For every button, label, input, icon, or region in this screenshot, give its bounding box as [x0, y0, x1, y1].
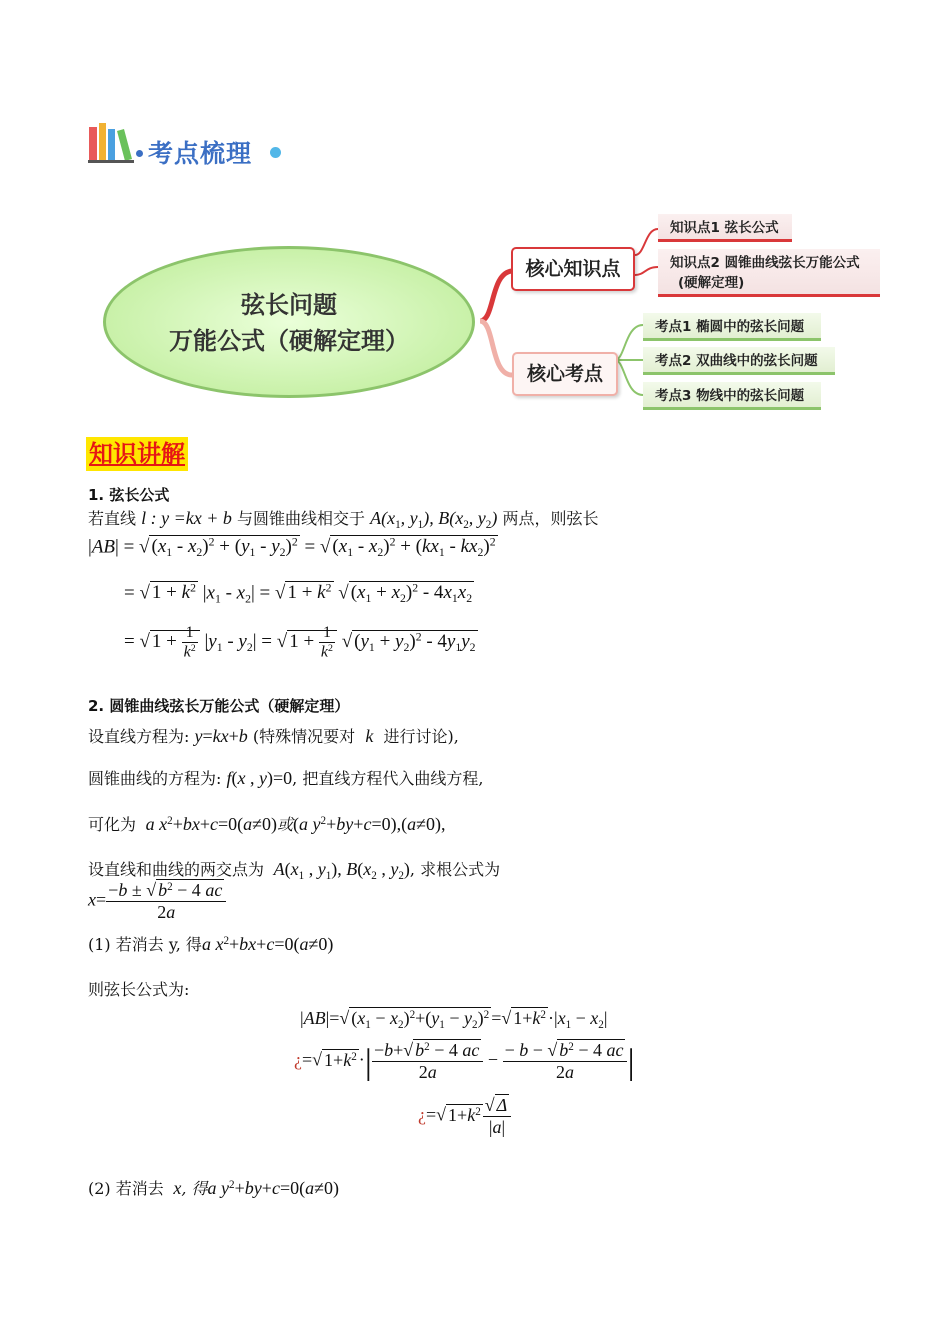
leaf-exam-1-label: 考点1 椭圆中的弦长问题 — [655, 319, 805, 335]
part2-p1-b: (特殊情况要对 — [252, 727, 356, 746]
branch-core-knowledge — [511, 247, 635, 291]
part2-p1: 设直线方程为: y=kx+b (特殊情况要对 k 进行讨论), — [88, 726, 459, 746]
part2-case2-de: , 得 — [181, 1179, 208, 1198]
intersection-points: $A(x_1$, $y_1$), $B(x_2$, $y_2$) — [370, 508, 498, 531]
part2-p1-a: 设直线方程为: — [88, 727, 190, 746]
part2-case2: (2) 若消去 x, 得a $y^2+by+c=0(a\ne 0)$ — [88, 1178, 339, 1198]
branch-core-exam-label: 核心考点 — [526, 363, 603, 385]
leaf-knowledge-2 — [658, 249, 880, 297]
part2-p2-a: 圆锥曲线的方程为: — [88, 769, 222, 788]
general-chord-formula-1: |AB|=√ $(x_1 - x_2)^2+(y_1 - y_2)^2$ =√ $1+k^2 \cdot|x_1 - x_2|$ — [300, 1008, 608, 1031]
center-title-line2: 万能公式（硬解定理） — [169, 327, 409, 355]
page-header-title: 考点梳理 — [148, 139, 253, 168]
header-dot-small — [136, 150, 143, 157]
part2-p1-c: 进行讨论), — [383, 727, 459, 746]
part2-chord-label: 则弦长公式为: — [88, 980, 190, 999]
leaf-knowledge-1-label: 知识点1 弦长公式 — [670, 220, 779, 236]
part2-p2: 圆锥曲线的方程为: f(x , y)=0, 把直线方程代入曲线方程, — [88, 768, 484, 788]
part2-p4: 设直线和曲线的两交点为 $A(x_1$ , $y_1$), $B(x_2$ , $y_2$), 求根公式为 — [88, 859, 501, 882]
center-title-line1: 弦长问题 — [241, 291, 337, 319]
leaf-knowledge-2-line2: (硬解定理) — [678, 275, 745, 291]
part2-case1-label: (1) 若消去 y, 得 — [88, 935, 202, 954]
section-title: 知识讲解 — [86, 437, 188, 471]
leaf-exam-3-label: 考点3 物线中的弦长问题 — [655, 388, 805, 404]
part1-line — [88, 506, 598, 531]
part1-line-prefix: 若直线 — [88, 509, 137, 528]
chord-formula-1: |AB| = √ $(x_1 - x_2)^2 + (y_1 - y_2)^2$ = √ $(x_1 - x_2)^2 + (kx_1 - kx_2)^2$ — [88, 536, 496, 560]
branch-core-exam — [512, 352, 618, 396]
part2-heading: 2. 圆锥曲线弦长万能公式（硬解定理） — [88, 697, 350, 715]
part2-p3-a: 可化为 — [88, 815, 137, 834]
line-equation: l : y =kx + b — [141, 508, 232, 528]
part2-case1: (1) 若消去 y, 得a $x^2+bx+c=0(a\ne 0)$ — [88, 934, 334, 954]
quadratic-root-formula: x= $\frac{-b \pm √ b^2 - 4 ac}{2a}$ — [88, 880, 226, 923]
part1-line-end: 两点，则弦长 — [502, 509, 599, 528]
part2-p2-b: , 把直线方程代入曲线方程, — [292, 769, 484, 788]
part1-heading: 1. 弦长公式 — [88, 486, 170, 504]
general-chord-formula-3: ¿=√ $1+k^2$ $\frac{√ \Delta}{|a|}$ — [418, 1095, 511, 1138]
branch-core-knowledge-label: 核心知识点 — [525, 258, 621, 280]
general-chord-formula-2: ¿=√ $1+k^2$ ·| $\frac{-b+√ b^2 - 4 ac}{2a}$ − $\frac{- b - √ b^2 - 4 ac}{2a}$ | — [294, 1040, 635, 1082]
leaf-knowledge-2-line1: 知识点2 圆锥曲线弦长万能公式 — [670, 255, 860, 271]
chord-formula-2: = √ $1 + k^2$ $|x_1 - x_2|$ = √ $1 + k^2$ √ $(x_1 + x_2)^2 - 4x_1x_2$ — [124, 582, 473, 606]
part2-p4-a: 设直线和曲线的两交点为 — [88, 860, 265, 879]
part1-line-mid: 与圆锥曲线相交于 — [236, 509, 365, 528]
mindmap-center-node — [103, 246, 475, 398]
books-icon — [88, 121, 134, 163]
leaf-exam-2 — [643, 347, 835, 375]
leaf-exam-1 — [643, 313, 821, 341]
part2-p3-or: 或 — [277, 815, 294, 834]
part2-p4-b: , 求根公式为 — [409, 860, 501, 879]
part2-case2-label: (2) 若消去 — [88, 1179, 164, 1198]
leaf-knowledge-1 — [658, 214, 792, 242]
chord-formula-3: = √ 1 + $\frac{1}{k^2}$ $|y_1 - y_2|$ = √ 1 + $\frac{1}{k^2}$ √ $(y_1 + y_2)^2 - 4y_1y_2$ — [124, 624, 476, 661]
part2-p3: 可化为 a $x^2+bx+c=0(a\ne 0)$或(a $y^2+by+c=0),(a\ne 0)$, — [88, 814, 446, 834]
header-dot — [270, 147, 281, 158]
leaf-exam-2-label: 考点2 双曲线中的弦长问题 — [655, 353, 818, 369]
leaf-exam-3 — [643, 382, 821, 410]
